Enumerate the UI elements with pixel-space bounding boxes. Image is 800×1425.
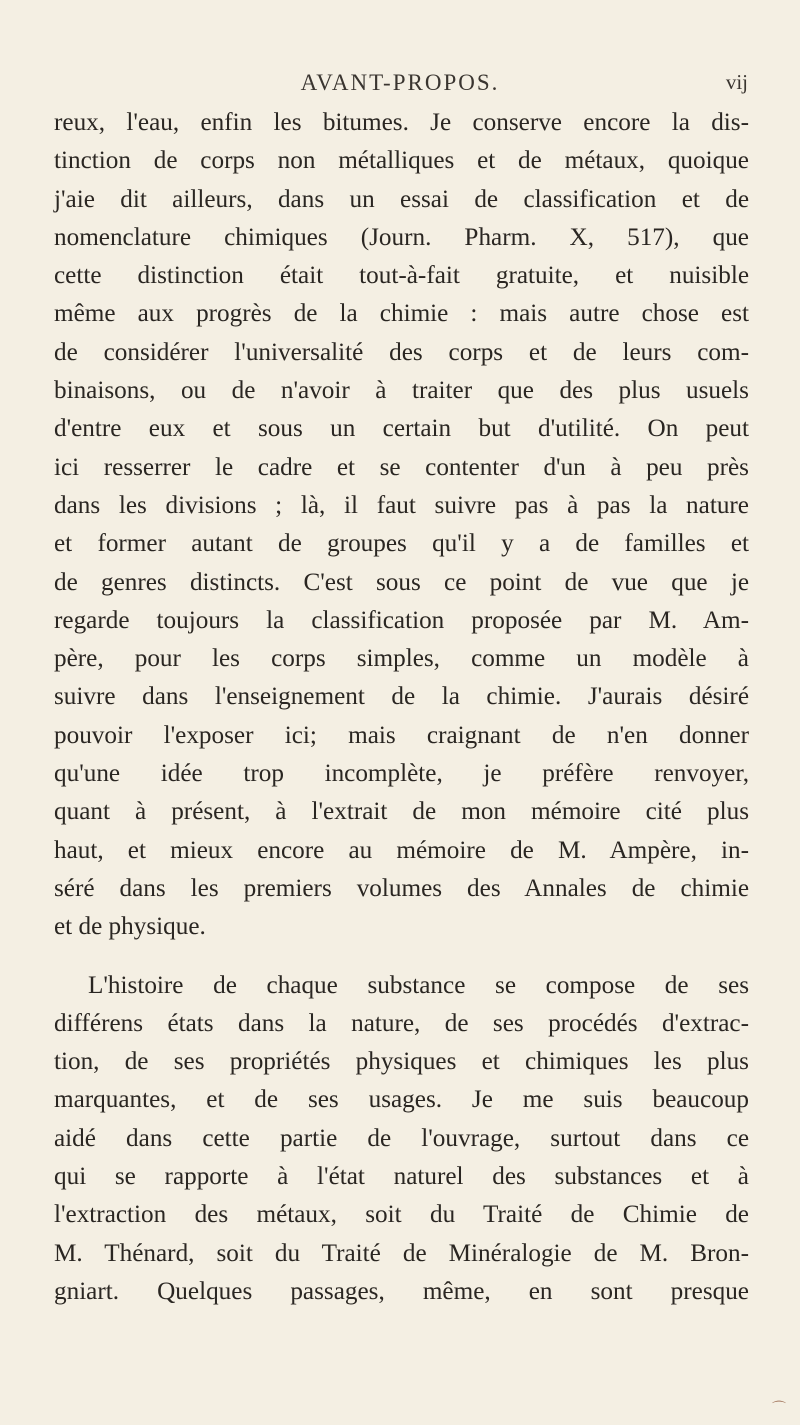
text-line: pouvoir l'exposer ici; mais craignant de n'en donner <box>54 721 749 749</box>
text-line: tinction de corps non métalliques et de métaux, quoique <box>54 147 749 175</box>
text-line: et de physique. <box>54 913 206 941</box>
text-line: marquantes, et de ses usages. Je me suis beaucoup <box>54 1086 749 1114</box>
paragraph-1 <box>54 104 749 947</box>
text-line: de considérer l'universalité des corps et de leurs com- <box>54 338 749 366</box>
text-line: même aux progrès de la chimie : mais autre chose est <box>54 300 749 328</box>
text-line: L'histoire de chaque substance se compose de ses <box>88 971 749 999</box>
printer-mark: ⌒ <box>772 1402 786 1417</box>
text-line: séré dans les premiers volumes des Annales de chimie <box>54 874 749 902</box>
text-line: qui se rapporte à l'état naturel des substances et à <box>54 1163 749 1191</box>
text-line: dans les divisions ; là, il faut suivre pas à pas la nature <box>54 491 749 519</box>
text-line: reux, l'eau, enfin les bitumes. Je conserve encore la dis- <box>54 109 749 136</box>
text-line: j'aie dit ailleurs, dans un essai de classification et de <box>54 185 749 213</box>
text-line: suivre dans l'enseignement de la chimie. J'aurais désiré <box>54 683 749 711</box>
text-line: haut, et mieux encore au mémoire de M. Ampère, in- <box>54 836 749 864</box>
paragraph-gap <box>54 947 749 967</box>
text-line: tion, de ses propriétés physiques et chimiques les plus <box>54 1048 749 1076</box>
text-line: différens états dans la nature, de ses procédés d'extrac- <box>54 1009 749 1037</box>
text-line: binaisons, ou de n'avoir à traiter que des plus usuels <box>54 377 749 405</box>
text-line: ici resserrer le cadre et se contenter d'un à peu près <box>54 453 749 481</box>
text-line: qu'une idée trop incomplète, je préfère renvoyer, <box>54 760 749 788</box>
body-text <box>54 104 749 1311</box>
text-line: nomenclature chimiques (Journ. Pharm. X, 517), que <box>54 223 749 251</box>
text-line: quant à présent, à l'extrait de mon mémoire cité plus <box>54 798 749 826</box>
text-line: regarde toujours la classification proposée par M. Am- <box>54 606 749 634</box>
text-line: gniart. Quelques passages, même, en sont presque <box>54 1277 749 1305</box>
text-line: l'extraction des métaux, soit du Traité de Chimie de <box>54 1201 749 1229</box>
text-line: cette distinction était tout-à-fait gratuite, et nuisible <box>54 262 749 290</box>
text-line: d'entre eux et sous un certain but d'utilité. On peut <box>54 415 749 443</box>
text-line: aidé dans cette partie de l'ouvrage, surtout dans ce <box>54 1124 749 1152</box>
text-line: M. Thénard, soit du Traité de Minéralogie de M. Bron- <box>54 1239 749 1267</box>
running-title: AVANT-PROPOS. <box>300 70 500 95</box>
text-line: père, pour les corps simples, comme un modèle à <box>54 645 749 673</box>
paragraph-2 <box>54 967 749 1312</box>
page-number: vij <box>725 70 748 94</box>
text-line: et former autant de groupes qu'il y a de familles et <box>54 530 749 558</box>
text-line: de genres distincts. C'est sous ce point de vue que je <box>54 568 749 596</box>
